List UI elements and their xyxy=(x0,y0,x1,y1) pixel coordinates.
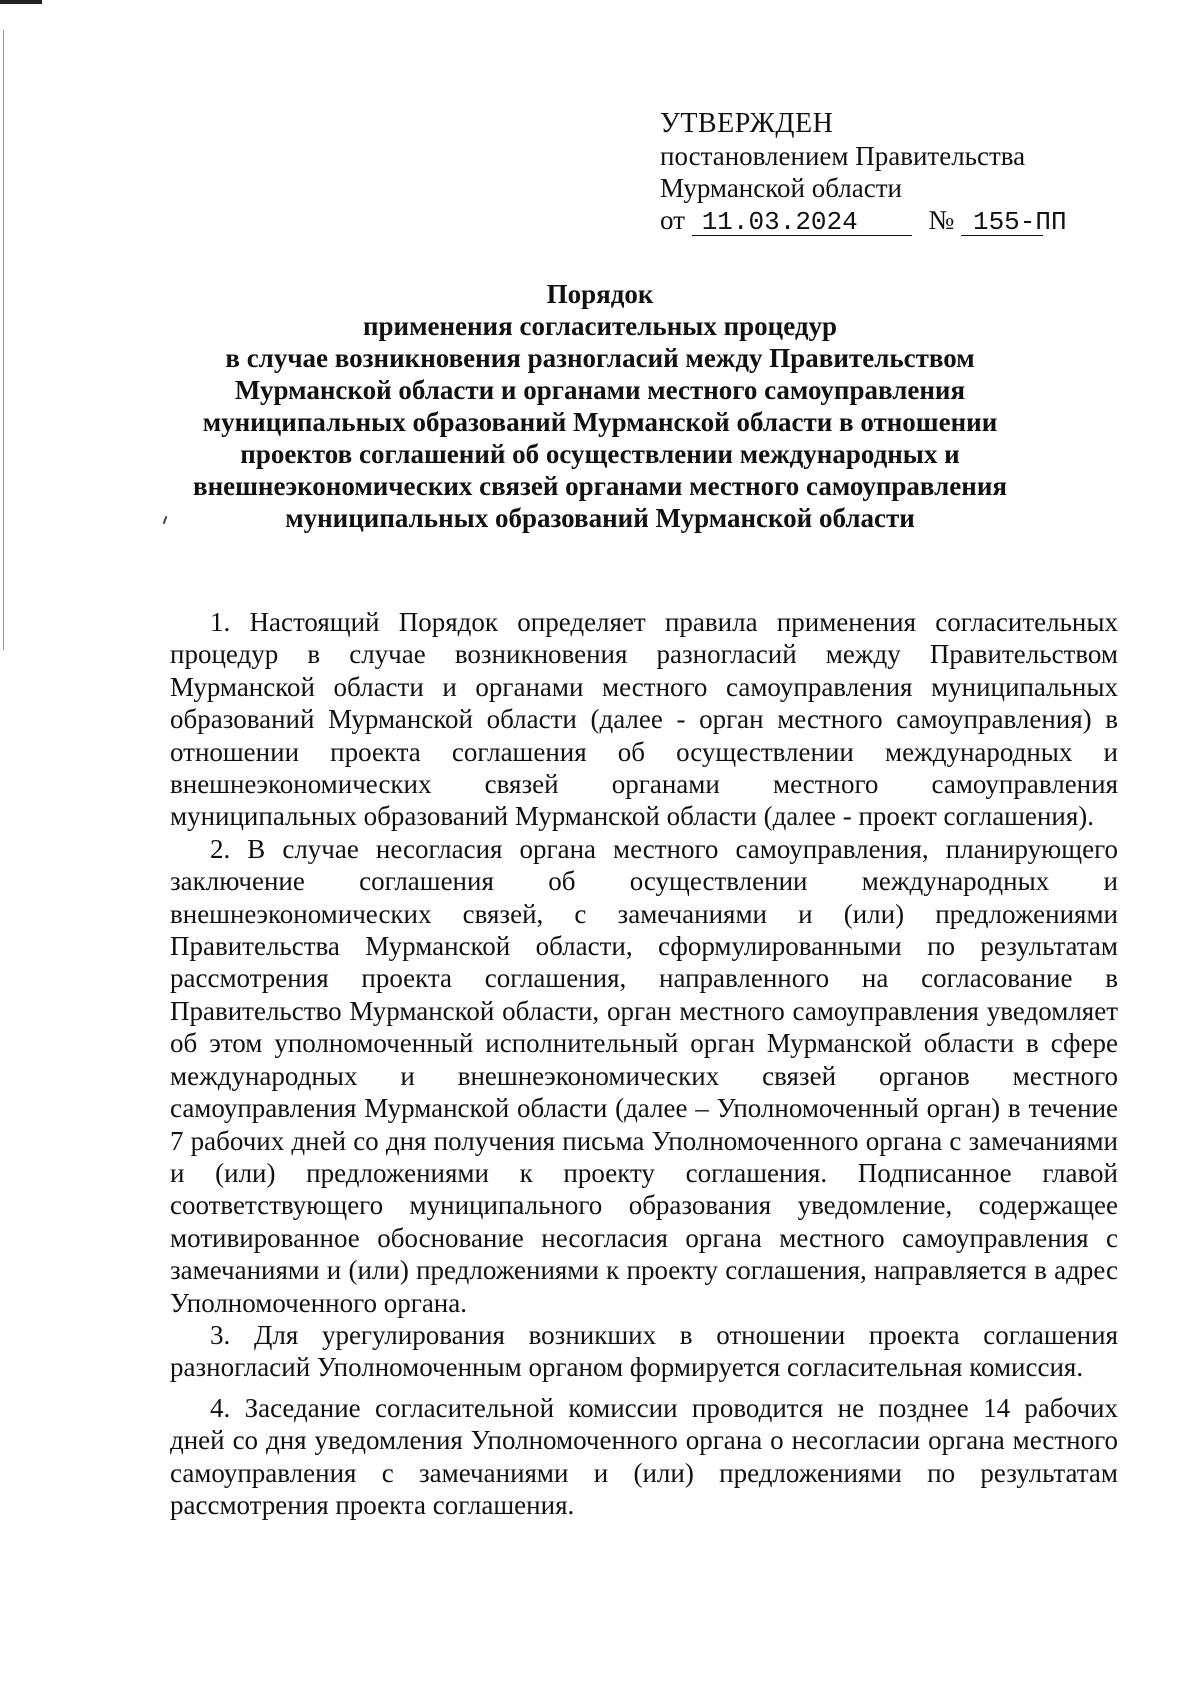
document-title xyxy=(180,278,1020,534)
approved-heading: УТВЕРЖДЕН xyxy=(660,108,834,139)
paragraph-3: 3. Для урегулирования возникших в отношении проекта соглашения разногласий Уполномоченным органом формируется согласительная комиссия. xyxy=(170,1319,1118,1383)
approved-region-line: Мурманской области xyxy=(660,173,902,203)
title-line: в случае возникновения разногласий между Правительством xyxy=(225,343,975,373)
approval-date-row xyxy=(660,204,1067,237)
document-body xyxy=(170,606,1118,1521)
resolution-number: 155-ПП xyxy=(961,209,1043,236)
approval-date: 11.03.2024 xyxy=(692,209,912,236)
title-line: Мурманской области и органами местного самоуправления xyxy=(234,375,966,405)
title-line: внешнеэкономических связей органами местного самоуправления xyxy=(192,471,1007,501)
approved-by-line: постановлением Правительства xyxy=(660,141,1026,171)
title-line: Порядок xyxy=(546,279,654,309)
title-line: муниципальных образований Мурманской области xyxy=(285,503,915,533)
title-line: применения согласительных процедур xyxy=(362,311,838,341)
scan-edge-mark xyxy=(0,0,42,4)
approval-stamp xyxy=(660,108,1067,237)
from-label: от xyxy=(660,205,685,235)
scan-speck xyxy=(163,516,168,524)
title-line: проектов соглашений об осуществлении международных и xyxy=(240,439,960,469)
paragraph-1: 1. Настоящий Порядок определяет правила применения согласительных процедур в случае возникновения разногласий между Правительством Мурманской области и органами местного самоуправления муниципальных образований Мурманской области (далее - орган местного самоуправления) в отношении проекта соглашения об осуществлении международных и внешнеэкономических связей органами местного самоуправления муниципальных образований Мурманской области (далее - проект соглашения). xyxy=(170,607,1118,832)
paragraph-4: 4. Заседание согласительной комиссии проводится не позднее 14 рабочих дней со дня уведомления Уполномоченного органа о несогласии органа местного самоуправления с замечаниями и (или) предложениями по результатам рассмотрения проекта соглашения. xyxy=(170,1392,1118,1520)
title-line: муниципальных образований Мурманской области в отношении xyxy=(202,407,998,437)
number-label: № xyxy=(928,205,955,235)
paragraph-2: 2. В случае несогласия органа местного самоуправления, планирующего заключение соглашения об осуществлении международных и внешнеэкономических связей, с замечаниями и (или) предложениями Правительства Мурманской области, сформулированными по результатам рассмотрения проекта соглашения, направленного на согласование в Правительство Мурманской области, орган местного самоуправления уведомляет об этом уполномоченный исполнительный орган Мурманской области в сфере международных и внешнеэкономических связей органов местного самоуправления Мурманской области (далее – Уполномоченный орган) в течение 7 рабочих дней со дня получения письма Уполномоченного органа с замечаниями и (или) предложениями к проекту соглашения. Подписанное главой соответствующего муниципального образования уведомление, содержащее мотивированное обоснование несогласия органа местного самоуправления с замечаниями и (или) предложениями к проекту соглашения, направляется в адрес Уполномоченного органа. xyxy=(170,833,1118,1318)
scan-left-edge xyxy=(3,30,4,650)
